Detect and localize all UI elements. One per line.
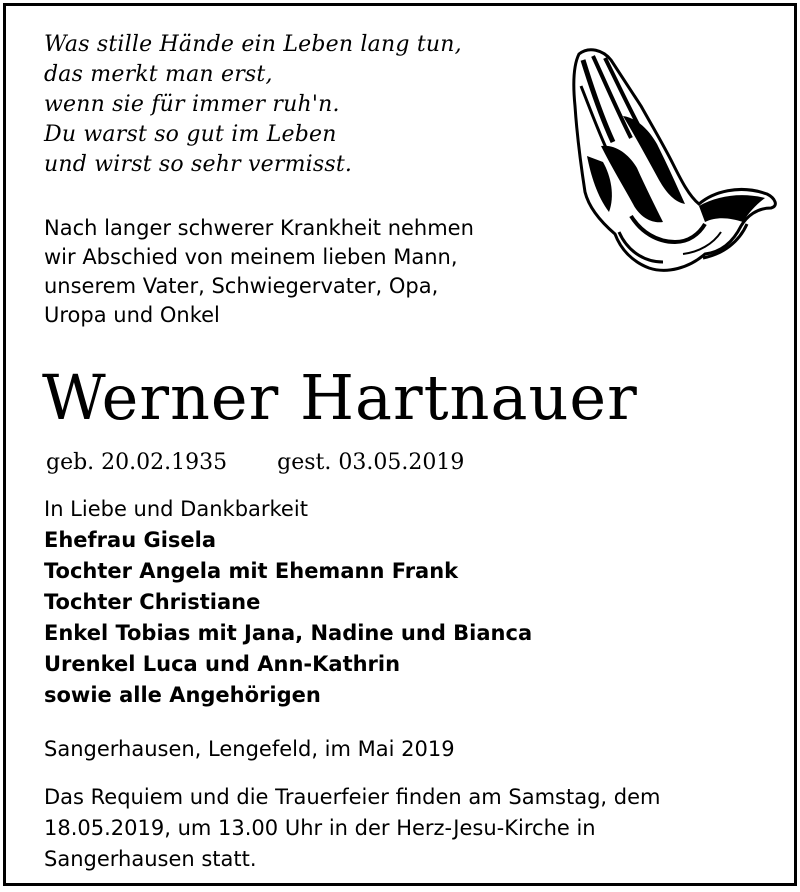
intro-line: wir Abschied von meinem lieben Mann, <box>44 245 458 269</box>
service-line: Sangerhausen statt. <box>44 847 257 871</box>
verse-line: Du warst so gut im Leben <box>44 122 337 147</box>
intro-line: Uropa und Onkel <box>44 303 220 327</box>
service-line: 18.05.2019, um 13.00 Uhr in der Herz-Jesu-Kirche in <box>44 816 596 840</box>
intro-text <box>44 214 564 330</box>
obituary-notice <box>3 3 797 886</box>
deceased-name: Werner Hartnauer <box>42 361 638 434</box>
death-date: gest. 03.05.2019 <box>277 450 465 475</box>
verse-line: Was stille Hände ein Leben lang tun, <box>44 32 462 57</box>
mourner-entry: Tochter Christiane <box>44 590 261 614</box>
mourners-list <box>44 494 744 711</box>
place-and-date: Sangerhausen, Lengefeld, im Mai 2019 <box>44 737 455 761</box>
intro-line: unserem Vater, Schwiegervater, Opa, <box>44 274 439 298</box>
service-line: Das Requiem und die Trauerfeier finden am Samstag, dem <box>44 785 661 809</box>
intro-line: Nach langer schwerer Krankheit nehmen <box>44 216 474 240</box>
birth-date: geb. 20.02.1935 <box>46 450 228 475</box>
mourners-heading: In Liebe und Dankbarkeit <box>44 497 308 521</box>
verse-line: das merkt man erst, <box>44 62 273 87</box>
mourner-entry: Tochter Angela mit Ehemann Frank <box>44 559 459 583</box>
verse-line: und wirst so sehr vermisst. <box>44 152 353 177</box>
mourner-entry: Urenkel Luca und Ann-Kathrin <box>44 652 401 676</box>
memorial-verse <box>44 30 544 180</box>
service-info <box>44 782 764 875</box>
mourner-entry: Ehefrau Gisela <box>44 528 217 552</box>
mourner-entry: sowie alle Angehörigen <box>44 683 321 707</box>
mourner-entry: Enkel Tobias mit Jana, Nadine und Bianca <box>44 621 533 645</box>
verse-line: wenn sie für immer ruh'n. <box>44 92 340 117</box>
praying-hands-icon <box>571 46 781 296</box>
life-dates <box>46 448 464 478</box>
